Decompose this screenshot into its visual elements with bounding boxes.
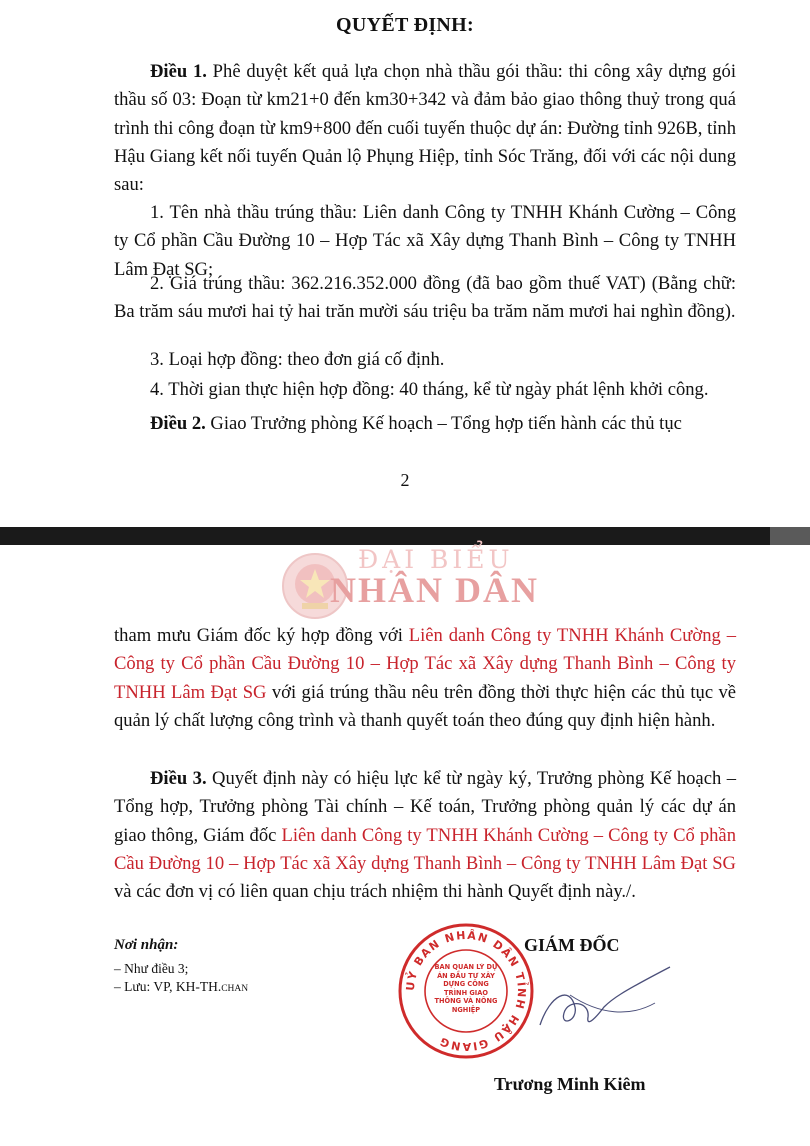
article-2-label: Điều 2.: [150, 413, 206, 434]
item-price: 2. Giá trúng thầu: 362.216.352.000 đồng (đã bao gồm thuế VAT) (Bằng chữ: Ba trăm sáu mươi hai tỷ hai trăn mười sáu triệu ba trăm năm mươi hai nghìn đồng).: [114, 273, 736, 323]
document-page-2: [0, 545, 810, 1146]
article-3-label: Điều 3.: [150, 768, 207, 789]
stamp-center-text: BAN QUẢN LÝ DỰ ÁN ĐẦU TƯ XÂY DỰNG CÔNG TRÌNH GIAO THÔNG VÀ NÔNG NGHIỆP: [434, 963, 498, 1014]
handwritten-signature-icon: [480, 955, 680, 1065]
article-1-label: Điều 1.: [150, 61, 207, 82]
continuation-text-1: tham mưu Giám đốc ký hợp đồng với: [114, 625, 409, 646]
recipient-line-2: [114, 979, 248, 995]
recipient-line-1: – Như điều 3;: [114, 961, 189, 976]
page-number: 2: [400, 470, 410, 490]
item-contractor: 1. Tên nhà thầu trúng thầu: Liên danh Công ty TNHH Khánh Cường – Công ty Cổ phần Cầu Đường 10 – Hợp Tác xã Xây dựng Thanh Bình – Công ty TNHH Lâm Đạt SG;: [114, 202, 736, 280]
item-contract-type: 3. Loại hợp đồng: theo đơn giá cố định.: [150, 349, 445, 370]
document-page-1: [0, 0, 810, 527]
article-2-text: Giao Trưởng phòng Kế hoạch – Tổng hợp tiến hành các thủ tục: [205, 413, 682, 434]
article-3: [114, 765, 736, 906]
article-1: [114, 58, 736, 199]
recipient-line-2-small: CHAN: [221, 984, 249, 994]
article-1-text: Phê duyệt kết quả lựa chọn nhà thầu gói thầu: thi công xây dựng gói thầu số 03: Đoạn từ km21+0 đến km30+342 và đảm bảo giao thông thuỷ trong quá trình thi công đoạn từ km9+800 đến cuối tuyến thuộc dự án: Đường tỉnh 926B, tỉnh Hậu Giang kết nối tuyến Quản lộ Phụng Hiệp, tỉnh Sóc Trăng, đối với các nội dung sau:: [114, 61, 736, 196]
article-2-start: [114, 410, 736, 438]
director-title: GIÁM ĐỐC: [524, 935, 620, 955]
article-3-text-1: Quyết định này có hiệu lực kể từ ngày ký, Trưởng phòng Kế hoạch – Tổng hợp, Trưởng phòng Tài chính – Kế toán, Trưởng phòng quản lý các dự án giao thông, Giám đốc: [114, 768, 736, 846]
recipient-line-2-text: – Lưu: VP, KH-TH.: [114, 979, 222, 994]
contractor-name-highlight-2: Liên danh Công ty TNHH Khánh Cường – Công ty Cổ phần Cầu Đường 10 – Hợp Tác xã Xây dựng Thanh Bình – Công ty TNHH Lâm Đạt SG: [114, 824, 736, 874]
item-duration: 4. Thời gian thực hiện hợp đồng: 40 tháng, kể từ ngày phát lệnh khởi công.: [150, 379, 709, 400]
recipients-title: Nơi nhận:: [114, 937, 179, 953]
article-3-text-2: và các đơn vị có liên quan chịu trách nhiệm thi hành Quyết định này./.: [114, 881, 636, 903]
article-2-continuation: [114, 622, 736, 735]
contractor-name-highlight: Liên danh Công ty TNHH Khánh Cường – Công ty Cổ phần Cầu Đường 10 – Hợp Tác xã Xây dựng Thanh Bình – Công ty TNHH Lâm Đạt SG: [114, 625, 736, 703]
page-divider: [0, 527, 810, 545]
signer-name: Trương Minh Kiêm: [494, 1074, 646, 1094]
watermark-line-1: ĐẠI BIỂU: [358, 545, 514, 574]
stamp-ring-text: UỶ BAN NHÂN DÂN TỈNH HẬU GIANG: [403, 928, 529, 1054]
decision-heading: QUYẾT ĐỊNH:: [336, 14, 474, 36]
watermark-line-2: NHÂN DÂN: [330, 570, 539, 610]
continuation-text-2: với giá trúng thầu nêu trên đồng thời thực hiện các thủ tục về quản lý chất lượng công trình và thanh quyết toán theo đúng quy định hiện hành.: [114, 681, 737, 731]
